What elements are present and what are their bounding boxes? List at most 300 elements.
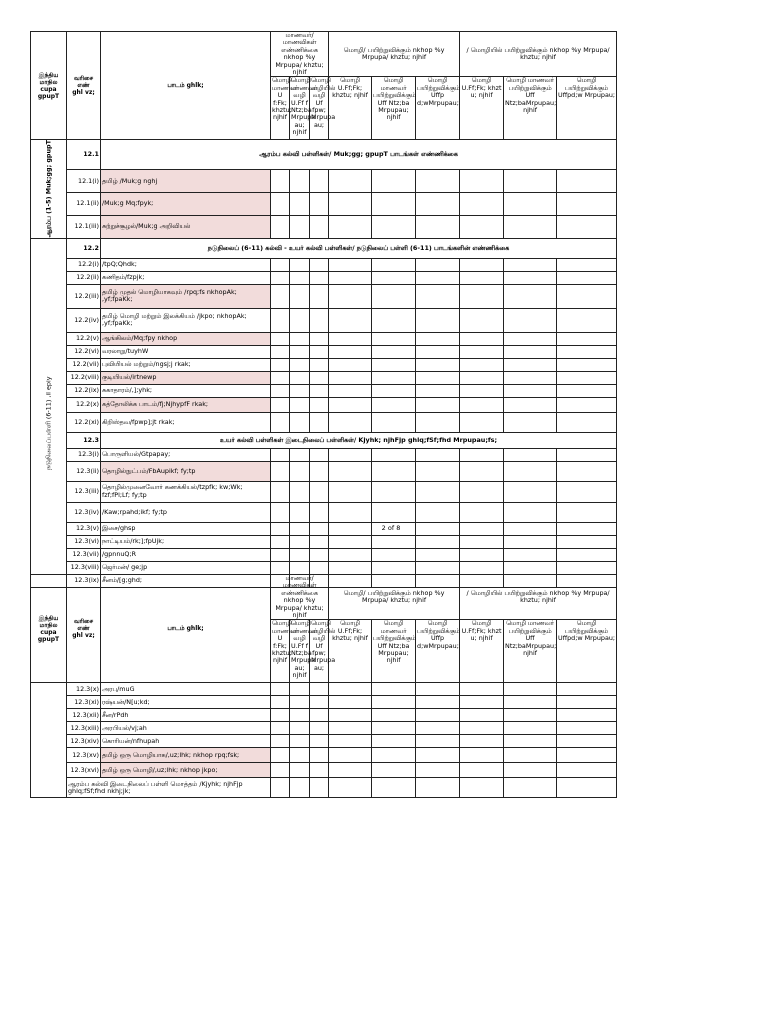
input-cell[interactable] [329,461,372,481]
table-row [31,735,617,748]
input-cell[interactable] [290,735,310,748]
input-cell[interactable] [271,284,290,308]
input-cell[interactable] [557,371,617,384]
input-cell[interactable] [557,502,617,522]
input-cell[interactable] [329,735,372,748]
input-cell[interactable] [460,308,504,332]
input-cell[interactable] [290,481,310,502]
input-cell[interactable] [460,371,504,384]
input-cell[interactable] [290,193,310,216]
input-cell[interactable] [416,722,460,735]
input-cell[interactable] [372,448,416,461]
input-cell[interactable] [504,502,557,522]
input-cell[interactable] [271,461,290,481]
input-cell[interactable] [504,271,557,284]
input-cell[interactable] [290,371,310,384]
input-cell[interactable] [504,735,557,748]
input-cell[interactable] [310,709,329,722]
input-cell[interactable] [310,763,329,778]
input-cell[interactable] [290,561,310,574]
input-cell[interactable] [290,709,310,722]
table-row [31,215,617,238]
input-cell[interactable] [460,358,504,371]
input-cell[interactable] [416,502,460,522]
input-cell[interactable] [504,763,557,778]
row-code: 12.1(i) [67,170,101,193]
input-cell[interactable] [310,735,329,748]
input-cell[interactable] [271,735,290,748]
input-cell[interactable] [310,412,329,432]
row-label: அரபியல்/vj;ah [101,722,271,735]
input-cell[interactable] [329,709,372,722]
row-code: 12.3(xii) [67,709,101,722]
input-cell[interactable] [271,448,290,461]
input-cell[interactable] [329,548,372,561]
input-cell[interactable] [504,332,557,345]
input-cell[interactable] [460,535,504,548]
input-cell[interactable] [416,215,460,238]
input-cell[interactable] [290,763,310,778]
input-cell[interactable] [329,271,372,284]
input-cell[interactable] [271,258,290,271]
header-group-col: இந்திய மாநில cupa gpupT [31,575,67,683]
input-cell[interactable] [460,284,504,308]
input-cell[interactable] [372,412,416,432]
input-cell[interactable] [290,284,310,308]
input-cell[interactable] [557,535,617,548]
input-cell[interactable] [372,258,416,271]
input-cell[interactable] [504,170,557,193]
input-cell[interactable] [460,502,504,522]
input-cell[interactable] [557,332,617,345]
input-cell[interactable] [310,548,329,561]
input-cell[interactable] [416,696,460,709]
row-code: 12.2(ii) [67,271,101,284]
input-cell[interactable] [460,271,504,284]
input-cell[interactable] [271,481,290,502]
input-cell[interactable] [460,561,504,574]
input-cell[interactable] [310,748,329,763]
input-cell[interactable] [504,683,557,696]
input-cell[interactable] [416,461,460,481]
input-cell[interactable] [416,397,460,412]
input-cell[interactable] [416,170,460,193]
input-cell[interactable] [372,284,416,308]
input-cell[interactable] [460,345,504,358]
input-cell[interactable] [504,448,557,461]
header-group-2: மொழி/ பயிற்றுவிக்கும் nkhop %y Mrpupa/ khztu; njhif [329,32,460,77]
input-cell[interactable] [460,709,504,722]
header-group-2: மொழி/ பயிற்றுவிக்கும் nkhop %y Mrpupa/ khztu; njhif [329,575,460,620]
input-cell[interactable] [310,461,329,481]
input-cell[interactable] [416,548,460,561]
input-cell[interactable] [504,778,557,798]
input-cell[interactable] [460,215,504,238]
input-cell[interactable] [557,345,617,358]
input-cell[interactable] [329,502,372,522]
input-cell[interactable] [416,561,460,574]
input-cell[interactable] [504,481,557,502]
subheader-4: மொழி U.Ff;Fk; khztu; njhif [329,620,372,683]
input-cell[interactable] [271,696,290,709]
input-cell[interactable] [271,271,290,284]
input-cell[interactable] [310,397,329,412]
header-subject-col: பாடம் ghlk; [101,575,271,683]
row-code: 12.2(vii) [67,358,101,371]
input-cell[interactable] [372,763,416,778]
input-cell[interactable] [372,170,416,193]
input-cell[interactable] [416,748,460,763]
input-cell[interactable] [290,345,310,358]
input-cell[interactable] [557,683,617,696]
page-number: 2 of 8 [381,524,401,532]
input-cell[interactable] [329,696,372,709]
input-cell[interactable] [290,397,310,412]
input-cell[interactable] [557,284,617,308]
input-cell[interactable] [460,258,504,271]
input-cell[interactable] [504,358,557,371]
input-cell[interactable] [416,258,460,271]
input-cell[interactable] [557,448,617,461]
input-cell[interactable] [372,308,416,332]
input-cell[interactable] [372,722,416,735]
input-cell[interactable] [310,345,329,358]
input-cell[interactable] [557,778,617,798]
input-cell[interactable] [416,308,460,332]
input-cell[interactable] [460,193,504,216]
input-cell[interactable] [372,358,416,371]
input-cell[interactable] [460,763,504,778]
input-cell[interactable] [271,215,290,238]
row-code: 12.1(ii) [67,193,101,216]
input-cell[interactable] [460,397,504,412]
input-cell[interactable] [372,193,416,216]
input-cell[interactable] [329,448,372,461]
input-cell[interactable] [290,271,310,284]
input-cell[interactable] [557,271,617,284]
input-cell[interactable] [271,748,290,763]
input-cell[interactable] [504,461,557,481]
input-cell[interactable] [416,332,460,345]
input-cell[interactable] [329,778,372,798]
input-cell[interactable] [460,170,504,193]
input-cell[interactable] [557,696,617,709]
input-cell[interactable] [416,193,460,216]
input-cell[interactable] [504,215,557,238]
input-cell[interactable] [290,358,310,371]
input-cell[interactable] [557,308,617,332]
input-cell[interactable] [372,502,416,522]
input-cell[interactable] [372,481,416,502]
input-cell[interactable] [372,371,416,384]
input-cell[interactable] [372,561,416,574]
input-cell[interactable] [372,271,416,284]
header-code-col: வரிசை எண் ghl vz; [67,575,101,683]
input-cell[interactable] [329,683,372,696]
input-cell[interactable] [372,461,416,481]
input-cell[interactable] [460,332,504,345]
input-cell[interactable] [460,696,504,709]
input-cell[interactable] [504,193,557,216]
input-cell[interactable] [329,722,372,735]
table-row [31,481,617,502]
row-code: 12.3(xiii) [67,722,101,735]
input-cell[interactable] [329,397,372,412]
input-cell[interactable] [460,481,504,502]
input-cell[interactable] [290,448,310,461]
table-row [31,696,617,709]
subheader-2: மொழி மாணவர் வழி U.Ff f Ntz;ba Mrpupa au; njhif [290,77,310,140]
input-cell[interactable] [372,548,416,561]
input-cell[interactable] [290,748,310,763]
table-row [31,170,617,193]
input-cell[interactable] [310,481,329,502]
input-cell[interactable] [557,763,617,778]
input-cell[interactable] [460,722,504,735]
input-cell[interactable] [557,481,617,502]
input-cell[interactable] [290,384,310,397]
input-cell[interactable] [290,548,310,561]
input-cell[interactable] [557,384,617,397]
input-cell[interactable] [557,748,617,763]
input-cell[interactable] [271,384,290,397]
input-cell[interactable] [372,709,416,722]
input-cell[interactable] [372,215,416,238]
input-cell[interactable] [557,215,617,238]
subheader-2: மொழி மாணவர் வழி U.Ff f Ntz;ba Mrpupa au; njhif [290,620,310,683]
section-title: உயர் கல்வி பள்ளிகள் இடைநிலைப் பள்ளிகள்/ Kjyhk; njhFjp ghlq;fSf;fhd Mrpupau;fs; [101,432,617,448]
input-cell[interactable] [557,561,617,574]
input-cell[interactable] [290,258,310,271]
input-cell[interactable] [416,412,460,432]
input-cell[interactable] [372,384,416,397]
input-cell[interactable] [416,683,460,696]
input-cell[interactable] [310,308,329,332]
input-cell[interactable] [271,412,290,432]
input-cell[interactable] [290,535,310,548]
input-cell[interactable] [310,696,329,709]
input-cell[interactable] [557,709,617,722]
input-cell[interactable] [504,412,557,432]
input-cell[interactable] [416,535,460,548]
input-cell[interactable] [290,308,310,332]
input-cell[interactable] [310,502,329,522]
input-cell[interactable] [460,461,504,481]
input-cell[interactable] [460,778,504,798]
input-cell[interactable] [310,448,329,461]
input-cell[interactable] [310,193,329,216]
input-cell[interactable] [504,384,557,397]
input-cell[interactable] [329,308,372,332]
input-cell[interactable] [460,384,504,397]
row-code: 12.3(v) [67,522,101,535]
input-cell[interactable] [290,722,310,735]
input-cell[interactable] [271,561,290,574]
table-row [31,561,617,574]
input-cell[interactable] [504,371,557,384]
input-cell[interactable] [271,548,290,561]
input-cell[interactable] [329,763,372,778]
input-cell[interactable] [271,170,290,193]
table-row [31,193,617,216]
input-cell[interactable] [310,271,329,284]
input-cell[interactable] [310,170,329,193]
input-cell[interactable] [329,345,372,358]
input-cell[interactable] [310,535,329,548]
input-cell[interactable] [271,535,290,548]
input-cell[interactable] [290,215,310,238]
input-cell[interactable] [557,397,617,412]
input-cell[interactable] [271,709,290,722]
input-cell[interactable] [310,332,329,345]
row-label: தொழில்நுட்பம்/FbAupikf; fy;tp [101,461,271,481]
input-cell[interactable] [290,332,310,345]
input-cell[interactable] [271,502,290,522]
input-cell[interactable] [504,397,557,412]
input-cell[interactable] [416,448,460,461]
input-cell[interactable] [271,683,290,696]
input-cell[interactable] [329,170,372,193]
input-cell[interactable] [329,481,372,502]
input-cell[interactable] [310,371,329,384]
input-cell[interactable] [504,345,557,358]
input-cell[interactable] [460,412,504,432]
input-cell[interactable] [557,170,617,193]
input-cell[interactable] [504,748,557,763]
input-cell[interactable] [504,535,557,548]
input-cell[interactable] [329,412,372,432]
row-code: 12.3(vi) [67,535,101,548]
input-cell[interactable] [416,709,460,722]
input-cell[interactable] [504,722,557,735]
input-cell[interactable] [460,448,504,461]
input-cell[interactable] [290,502,310,522]
input-cell[interactable] [310,683,329,696]
input-cell[interactable] [329,215,372,238]
input-cell[interactable] [504,561,557,574]
input-cell[interactable] [504,258,557,271]
input-cell[interactable] [557,722,617,735]
input-cell[interactable] [290,461,310,481]
input-cell[interactable] [557,412,617,432]
input-cell[interactable] [416,271,460,284]
input-cell[interactable] [310,258,329,271]
input-cell[interactable] [290,683,310,696]
input-cell[interactable] [310,778,329,798]
input-cell[interactable] [310,358,329,371]
input-cell[interactable] [504,696,557,709]
input-cell[interactable] [416,735,460,748]
input-cell[interactable] [416,371,460,384]
group-spacer [31,238,67,258]
input-cell[interactable] [329,193,372,216]
input-cell[interactable] [290,696,310,709]
input-cell[interactable] [372,683,416,696]
input-cell[interactable] [372,748,416,763]
input-cell[interactable] [504,548,557,561]
input-cell[interactable] [329,371,372,384]
input-cell[interactable] [372,735,416,748]
input-cell[interactable] [271,358,290,371]
input-cell[interactable] [460,735,504,748]
subheader-3: மொழி வழியில் வழி Uf fpw; Mrpupa au; [310,77,329,140]
input-cell[interactable] [460,748,504,763]
input-cell[interactable] [460,548,504,561]
row-label: சுகாதாரம்/,];yhk; [101,384,271,397]
table-row [31,448,617,461]
input-cell[interactable] [329,332,372,345]
input-cell[interactable] [329,284,372,308]
input-cell[interactable] [271,308,290,332]
input-cell[interactable] [310,561,329,574]
input-cell[interactable] [329,258,372,271]
table-row [31,548,617,561]
input-cell[interactable] [329,535,372,548]
input-cell[interactable] [504,308,557,332]
section-row-12-3 [31,432,617,448]
input-cell[interactable] [416,763,460,778]
input-cell[interactable] [271,763,290,778]
input-cell[interactable] [372,535,416,548]
input-cell[interactable] [290,170,310,193]
input-cell[interactable] [271,345,290,358]
row-code: 12.3(xiv) [67,735,101,748]
input-cell[interactable] [460,683,504,696]
input-cell[interactable] [271,722,290,735]
input-cell[interactable] [310,284,329,308]
input-cell[interactable] [290,412,310,432]
input-cell[interactable] [504,284,557,308]
input-cell[interactable] [416,384,460,397]
row-label: தமிழ் ஒரு மொழி/,uz;lhk; nkhop jkpo; [101,763,271,778]
input-cell[interactable] [416,284,460,308]
input-cell[interactable] [557,461,617,481]
input-cell[interactable] [271,332,290,345]
input-cell[interactable] [310,722,329,735]
input-cell[interactable] [310,215,329,238]
input-cell[interactable] [372,696,416,709]
input-cell[interactable] [557,735,617,748]
input-cell[interactable] [504,709,557,722]
input-cell[interactable] [329,358,372,371]
input-cell[interactable] [557,258,617,271]
input-cell[interactable] [271,778,290,798]
input-cell[interactable] [416,778,460,798]
input-cell[interactable] [329,748,372,763]
input-cell[interactable] [271,193,290,216]
input-cell[interactable] [372,397,416,412]
input-cell[interactable] [416,345,460,358]
input-cell[interactable] [557,548,617,561]
input-cell[interactable] [290,778,310,798]
input-cell[interactable] [372,332,416,345]
header-group-1: மாணவர்/ மாணவிகள் எண்ணிக்கை nkhop %y Mrpupa/ khztu; njhif [271,575,329,620]
row-label: தமிழ் முதல் மொழியாகவும் /rpq;fs nkhopAk; ,yf;fpaKk; [101,284,271,308]
form-table-page-2 [30,574,617,798]
header-row-top [31,32,617,77]
input-cell[interactable] [329,561,372,574]
input-cell[interactable] [271,397,290,412]
input-cell[interactable] [310,384,329,397]
input-cell[interactable] [557,358,617,371]
input-cell[interactable] [557,193,617,216]
input-cell[interactable] [416,481,460,502]
input-cell[interactable] [372,778,416,798]
input-cell[interactable] [271,371,290,384]
input-cell[interactable] [372,345,416,358]
input-cell[interactable] [416,358,460,371]
input-cell[interactable] [329,384,372,397]
